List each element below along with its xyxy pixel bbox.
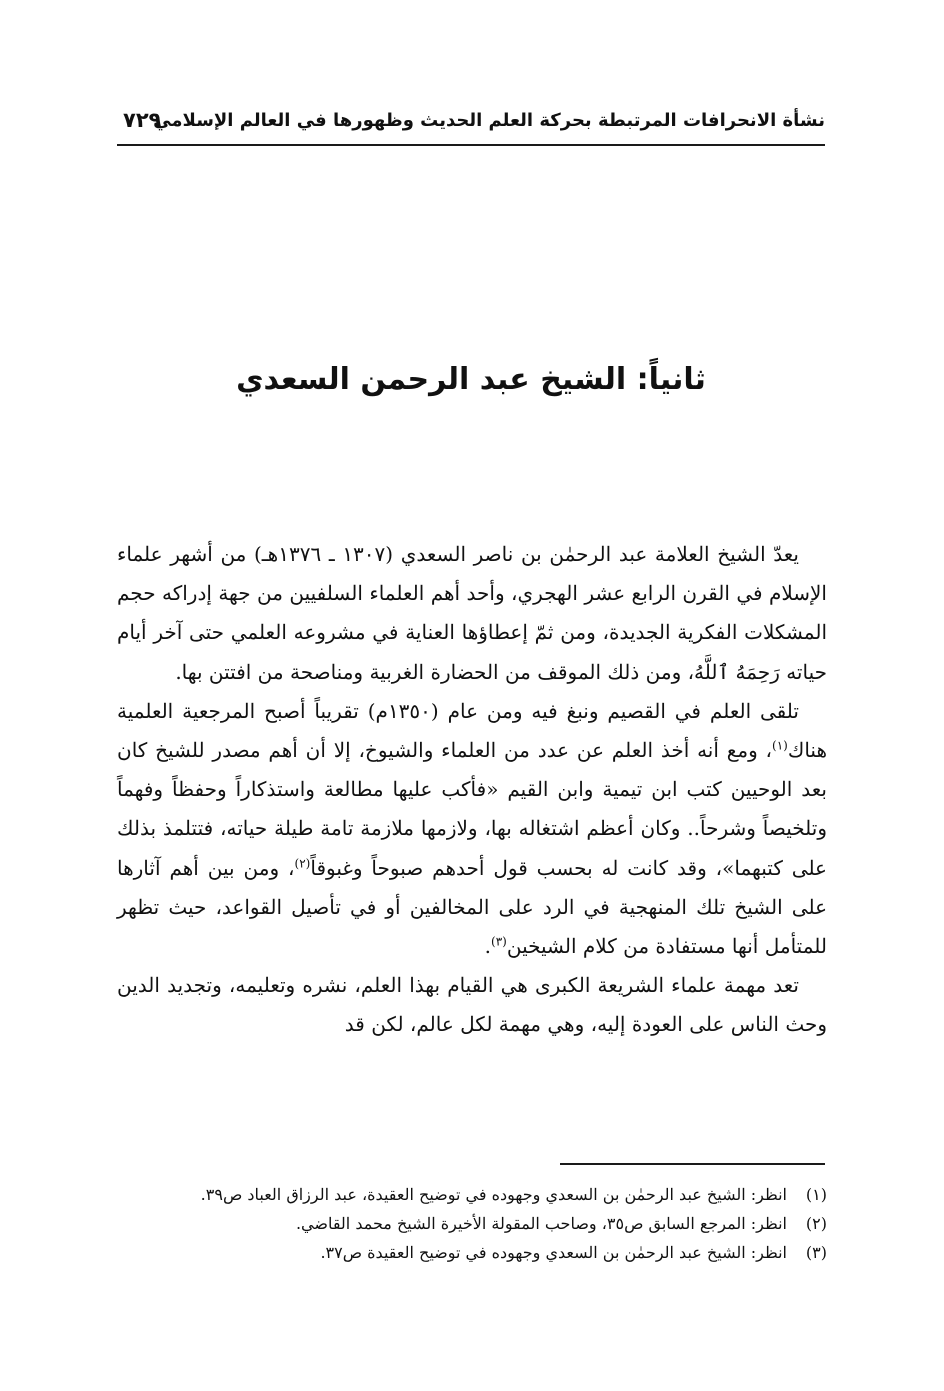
footnote-number: (١) [805, 1185, 827, 1204]
footnote-2 [117, 1209, 827, 1238]
page-number: ٧٢٩ [123, 108, 162, 132]
paragraph-2-part-3: ، ومن بين أهم آثارها على الشيخ تلك المنهجية في الرد على المخالفين أو في تأصيل القواعد، حيث تظهر للمتأمل أنها مستفادة من كلام الشيخين [117, 855, 828, 959]
paragraph-1: يعدّ الشيخ العلامة عبد الرحمٰن بن ناصر السعدي (١٣٠٧ ـ ١٣٧٦هـ) من أشهر علماء الإسلام في القرن الرابع عشر الهجري، وأحد أهم العلماء السلفيين من جهة إدراكه حجم المشكلات الفكرية الجديدة، ومن ثمّ إعطاؤها العناية في مشروعه العلمي حتى آخر أيام حياته رَحِمَهُ ٱللَّهُ، ومن ذلك الموقف من الحضارة الغربية ومناصحة من افتتن بها. [117, 542, 827, 684]
footnote-number: (٣) [805, 1243, 827, 1262]
footnote-1 [117, 1180, 827, 1209]
running-header [117, 108, 825, 140]
footnote-number: (٢) [805, 1214, 827, 1233]
footnote-text: انظر: الشيخ عبد الرحمٰن بن السعدي وجهوده في توضيح العقيدة ص٣٧. [320, 1243, 787, 1262]
footnote-ref-2[interactable]: (٢) [294, 855, 311, 870]
paragraph-2-part-2: ، ومع أنه أخذ العلم عن عدد من العلماء والشيوخ، إلا أن أهم مصدر للشيخ كان بعد الوحيين كتب ابن تيمية وابن القيم «فأكب عليها مطالعة واستذكاراً وحفظاً وفهماً وتلخيصاً وشرحاً.. وكان أعظم اشتغاله بها، ولازمها ملازمة تامة طيلة حياته، فتتلمذ بذلك على كتبهما»، وقد كانت له بحسب قول أحدهم صبوحاً وغبوقاً [117, 738, 827, 880]
paragraph-3: تعد مهمة علماء الشريعة الكبرى هي القيام بهذا العلم، نشره وتعليمه، وتجديد الدين وحث الناس على العودة إليه، وهي مهمة لكل عالم، لكن قد [117, 973, 827, 1037]
footnote-3 [117, 1238, 827, 1267]
section-title: ثانياً: الشيخ عبد الرحمن السعدي [236, 362, 706, 397]
running-title: نشأة الانحرافات المرتبطة بحركة العلم الحديث وظهورها في العالم الإسلامي [153, 110, 825, 131]
footnote-separator [560, 1163, 825, 1165]
header-rule [117, 144, 825, 146]
paragraph-2-part-4: . [484, 934, 492, 959]
footnote-ref-3[interactable]: (٣) [491, 934, 507, 949]
footnote-text: انظر: الشيخ عبد الرحمٰن بن السعدي وجهوده في توضيح العقيدة، عبد الرزاق العباد ص٣٩. [200, 1185, 787, 1204]
footnote-text: انظر: المرجع السابق ص٣٥، وصاحب المقولة الأخيرة الشيخ محمد القاضي. [295, 1214, 787, 1233]
paragraph-2 [117, 692, 827, 966]
footnote-ref-1[interactable]: (١) [772, 738, 788, 753]
body-text [117, 535, 827, 1045]
paragraph-2-part-1: تلقى العلم في القصيم ونبغ فيه ومن عام (١٣٥٠م) تقريباً أصبح المرجعية العلمية هناك [117, 698, 827, 763]
footnotes [117, 1180, 827, 1267]
